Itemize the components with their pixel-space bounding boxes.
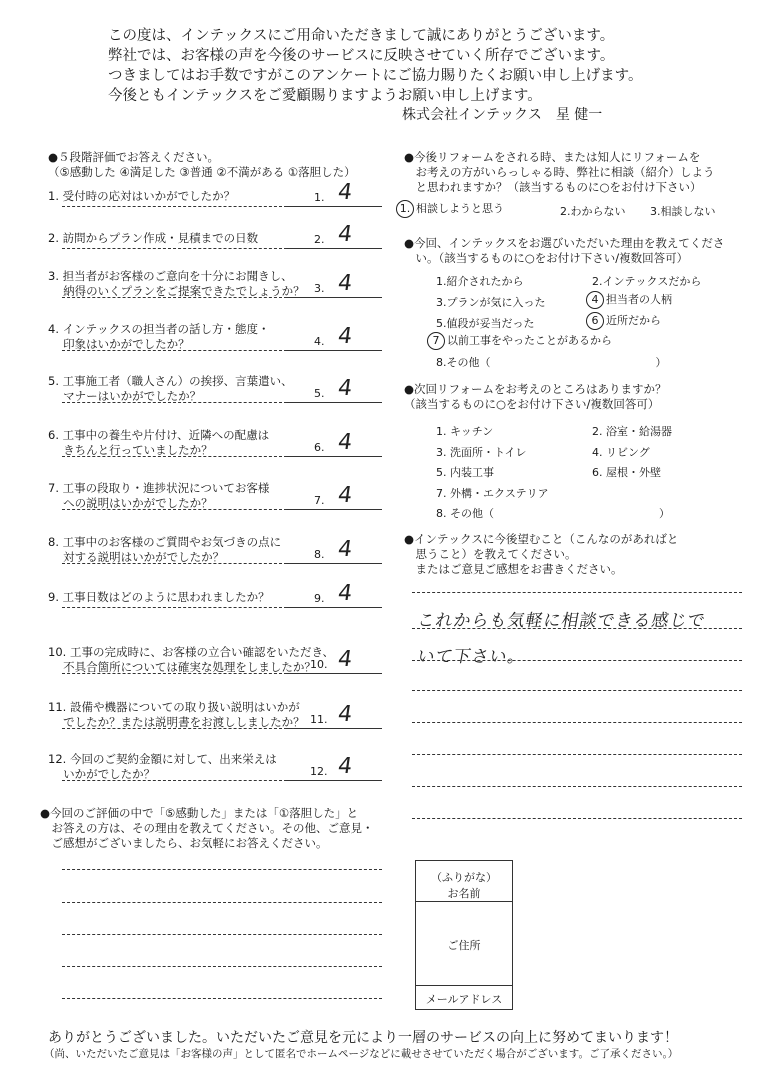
rating-question — [48, 322, 270, 352]
rating-question-line: マナーはいかがでしたか？ — [48, 389, 202, 403]
why-question-line: い。（該当するものに○をお付け下さい/複数回答可） — [404, 251, 689, 265]
rating-question-line: 7. 工事の段取り・進捗状況についてお客様 — [48, 481, 270, 495]
intro-line: この度は、インテックスにご用命いただきまして誠にありがとうございます。 — [108, 28, 615, 44]
next-option[interactable]: 2. 浴室・給湯器 — [592, 425, 672, 438]
refer-option-3[interactable] — [650, 203, 716, 219]
next-option[interactable]: 3. 洗面所・トイレ — [436, 446, 527, 459]
name-label: お名前 — [447, 887, 481, 900]
rating-question — [48, 269, 305, 299]
rating-heading-text: ●５段階評価でお答えください。 — [48, 150, 220, 164]
answer-underline[interactable] — [284, 607, 382, 608]
selected-circle-mark: 6 — [586, 312, 604, 330]
rating-question — [48, 752, 277, 782]
refer-option-label: 相談しない — [660, 205, 716, 218]
answer-number: 8. — [314, 548, 325, 561]
contact-box — [415, 860, 513, 1010]
rating-question — [48, 374, 293, 404]
thanks-message: ありがとうございました。いただいたご意見を元により一層のサービスの向上に努めてまいります！ — [48, 1030, 678, 1046]
why-option-label: その他（ ） — [446, 356, 667, 369]
rating-question-line: 6. 工事中の養生や片付け、近隣への配慮は — [48, 428, 270, 442]
leader-dashes — [62, 456, 282, 457]
rating-question — [48, 590, 270, 605]
why-option-1[interactable] — [436, 273, 524, 289]
answer-line[interactable] — [62, 966, 382, 967]
rating-question-line: 4. インテックスの担当者の話し方・態度・ — [48, 322, 270, 336]
why-option-label: プランが気に入った — [446, 296, 546, 309]
answer-underline[interactable] — [284, 563, 382, 564]
divider — [416, 901, 512, 902]
why-option-6[interactable] — [586, 312, 661, 330]
why-option-label: 紹介されたから — [446, 275, 524, 288]
next-option[interactable]: 1. キッチン — [436, 425, 494, 438]
rating-question — [48, 428, 269, 458]
rating-question — [48, 535, 281, 565]
handwritten-rating: 4 — [336, 222, 354, 247]
reason-question-line: ご感想がございましたら、お気軽にお答えください。 — [40, 836, 328, 850]
next-option[interactable]: 4. リビング — [592, 446, 650, 459]
why-question-line: ●今回、インテックスをお選びいただいた理由を教えてくださ — [404, 236, 725, 250]
answer-line[interactable] — [412, 592, 742, 593]
rating-question-line: いかがでしたか？ — [48, 767, 156, 781]
leader-dashes — [62, 402, 282, 403]
why-option-3[interactable] — [436, 294, 546, 310]
leader-dashes — [62, 563, 282, 564]
answer-number: 7. — [314, 494, 325, 507]
answer-line[interactable] — [62, 869, 382, 870]
answer-underline[interactable] — [284, 673, 382, 674]
answer-line[interactable] — [412, 628, 742, 629]
answer-underline[interactable] — [284, 780, 382, 781]
rating-question-line: 5. 工事施工者（職人さん）の挨拶、言葉遣い、 — [48, 374, 293, 388]
next-option[interactable]: 7. 外構・エクステリア — [436, 487, 549, 500]
answer-number: 12. — [310, 765, 328, 778]
rating-question — [48, 645, 334, 675]
answer-number: 2. — [314, 233, 325, 246]
leader-dashes — [62, 206, 282, 207]
answer-line[interactable] — [412, 690, 742, 691]
answer-number: 1. — [314, 191, 325, 204]
answer-line[interactable] — [412, 722, 742, 723]
rating-question — [48, 481, 269, 511]
leader-dashes — [62, 248, 282, 249]
answer-number: 6. — [314, 441, 325, 454]
leader-dashes — [62, 509, 282, 510]
handwritten-rating: 4 — [336, 271, 354, 296]
why-option-num: 2. — [592, 275, 603, 288]
why-option-label: 以前工事をやったことがあるから — [447, 334, 612, 347]
answer-line[interactable] — [62, 998, 382, 999]
leader-dashes — [62, 780, 282, 781]
next-option[interactable]: 5. 内装工事 — [436, 466, 494, 479]
rating-question-line: 納得のいくプランをご提案できたでしょうか？ — [48, 284, 305, 298]
intro-line: 弊社では、お客様の声を今後のサービスに反映させていく所存でございます。 — [108, 48, 615, 64]
leader-dashes — [62, 728, 282, 729]
address-label: ご住所 — [447, 939, 481, 952]
refer-option-label: わからない — [570, 205, 626, 218]
why-option-num: 3. — [436, 296, 447, 309]
rating-question-line: 9. 工事日数はどのように思われましたか？ — [48, 590, 270, 604]
refer-option-label: 相談しようと思う — [416, 202, 504, 215]
rating-question-line: 対する説明はいかがでしたか？ — [48, 550, 225, 564]
rating-question — [48, 189, 235, 204]
refer-option-num: 2. — [560, 205, 571, 218]
rating-question-line: でしたか？または説明書をお渡ししましたか？ — [48, 715, 305, 729]
rating-question-line: 1. 受付時の応対はいかがでしたか？ — [48, 189, 236, 203]
why-option-label: 値段が妥当だった — [446, 317, 535, 330]
answer-underline[interactable] — [284, 206, 382, 207]
answer-line[interactable] — [412, 660, 742, 661]
handwritten-answer-line: これからも気軽に相談できる感じで — [415, 611, 708, 631]
handwritten-rating: 4 — [336, 702, 354, 727]
refer-question-line: お考えの方がいらっしゃる時、弊社に相談（紹介）しよう — [404, 165, 715, 179]
leader-dashes — [62, 297, 282, 298]
next-option[interactable]: 8. その他（ ） — [436, 507, 670, 520]
why-option-4[interactable] — [586, 291, 672, 309]
leader-dashes — [62, 673, 282, 674]
handwritten-rating: 4 — [336, 324, 354, 349]
why-option-5[interactable] — [436, 315, 535, 331]
answer-underline[interactable] — [284, 509, 382, 510]
rating-question-line: きちんと行っていましたか？ — [48, 443, 213, 457]
rating-question-line: 3. 担当者がお客様のご意向を十分にお聞きし、 — [48, 269, 293, 283]
answer-number: 3. — [314, 282, 325, 295]
refer-option-1[interactable] — [396, 200, 504, 218]
why-option-7[interactable] — [427, 332, 612, 350]
rating-question-line: 12. 今回のご契約金額に対して、出来栄えは — [48, 752, 277, 766]
rating-question — [48, 231, 258, 246]
selected-circle-mark: 4 — [586, 291, 604, 309]
rating-question-line: 8. 工事中のお客様のご質問やお気づきの点に — [48, 535, 282, 549]
handwritten-rating: 4 — [336, 537, 354, 562]
next-question-line: （該当するものに○をお付け下さい/複数回答可） — [404, 397, 660, 411]
why-option-label: 担当者の人柄 — [606, 293, 672, 306]
rating-question-line: 10. 工事の完成時に、お客様の立合い確認をいただき、 — [48, 645, 334, 659]
handwritten-rating: 4 — [336, 180, 354, 205]
answer-underline[interactable] — [284, 350, 382, 351]
leader-dashes — [62, 350, 282, 351]
answer-underline[interactable] — [284, 728, 382, 729]
reason-question-line: お答えの方は、その理由を教えてください。その他、ご意見・ — [40, 821, 374, 835]
next-question — [404, 382, 666, 412]
reason-question-line: ●今回のご評価の中で「⑤感動した」または「①落胆した」と — [40, 806, 359, 820]
handwritten-rating: 4 — [336, 376, 354, 401]
selected-circle-mark: 7 — [427, 332, 445, 350]
divider — [416, 985, 512, 986]
answer-number: 9. — [314, 592, 325, 605]
answer-underline[interactable] — [284, 456, 382, 457]
footer-note: （尚、いただいたご意見は「お客様の声」として匿名でホームページなどに載せさせていただく場合がございます。ご了承ください。） — [44, 1048, 679, 1060]
answer-underline[interactable] — [284, 248, 382, 249]
answer-number: 4. — [314, 335, 325, 348]
rating-scale-text: （⑤感動した ④満足した ③普通 ②不満がある ①落胆した） — [48, 165, 356, 179]
answer-number: 11. — [310, 713, 328, 726]
why-option-8[interactable] — [436, 354, 667, 370]
answer-line[interactable] — [62, 902, 382, 903]
wish-question-line: またはご意見ご感想をお書きください。 — [404, 562, 623, 576]
answer-number: 10. — [310, 658, 328, 671]
answer-line[interactable] — [412, 786, 742, 787]
rating-question — [48, 700, 305, 730]
email-label: メールアドレス — [425, 993, 503, 1006]
handwritten-rating: 4 — [336, 647, 354, 672]
why-option-num: 8. — [436, 356, 447, 369]
rating-question-line: 11. 設備や機器についての取り扱い説明はいかが — [48, 700, 300, 714]
handwritten-answer-line: いて下さい。 — [415, 647, 528, 667]
refer-question — [404, 150, 715, 195]
rating-question-line: 2. 訪問からプラン作成・見積までの日数 — [48, 231, 259, 245]
why-option-2[interactable] — [592, 273, 701, 289]
selected-circle-mark: 1. — [396, 200, 414, 218]
handwritten-rating: 4 — [336, 483, 354, 508]
refer-question-line: と思われますか？（該当するものに○をお付け下さい） — [404, 180, 702, 194]
next-option[interactable]: 6. 屋根・外壁 — [592, 466, 661, 479]
why-option-num: 1. — [436, 275, 447, 288]
why-option-label: インテックスだから — [602, 275, 702, 288]
reason-question — [40, 806, 374, 851]
wish-question-line: ●インテックスに今後望むこと（こんなのがあればと — [404, 532, 679, 546]
answer-underline[interactable] — [284, 402, 382, 403]
why-question — [404, 236, 724, 266]
intro-line: つきましてはお手数ですがこのアンケートにご協力賜りたくお願い申し上げます。 — [108, 68, 643, 84]
refer-option-num: 3. — [650, 205, 661, 218]
furigana-label: （ふりがな） — [431, 871, 497, 884]
why-option-label: 近所だから — [606, 314, 661, 327]
rating-question-line: 不具合箇所については確実な処理をしましたか？ — [48, 660, 316, 674]
wish-question — [404, 532, 678, 577]
answer-line[interactable] — [412, 818, 742, 819]
leader-dashes — [62, 607, 282, 608]
rating-question-line: への説明はいかがでしたか？ — [48, 496, 213, 510]
why-option-num: 5. — [436, 317, 447, 330]
answer-number: 5. — [314, 387, 325, 400]
rating-heading — [48, 150, 356, 180]
answer-line[interactable] — [412, 754, 742, 755]
handwritten-rating: 4 — [336, 581, 354, 606]
intro-line: 今後ともインテックスをご愛顧賜りますようお願い申し上げます。 — [108, 88, 542, 104]
refer-option-2[interactable] — [560, 203, 626, 219]
intro-message — [108, 26, 642, 106]
handwritten-rating: 4 — [336, 754, 354, 779]
refer-question-line: ●今後リフォームをされる時、または知人にリフォームを — [404, 150, 701, 164]
handwritten-rating: 4 — [336, 430, 354, 455]
answer-line[interactable] — [62, 934, 382, 935]
next-question-line: ●次回リフォームをお考えのところはありますか？ — [404, 382, 667, 396]
wish-question-line: 思うこと）を教えてください。 — [404, 547, 577, 561]
answer-underline[interactable] — [284, 297, 382, 298]
rating-question-line: 印象はいかがでしたか？ — [48, 337, 190, 351]
signature: 株式会社インテックス 星 健一 — [402, 107, 603, 123]
